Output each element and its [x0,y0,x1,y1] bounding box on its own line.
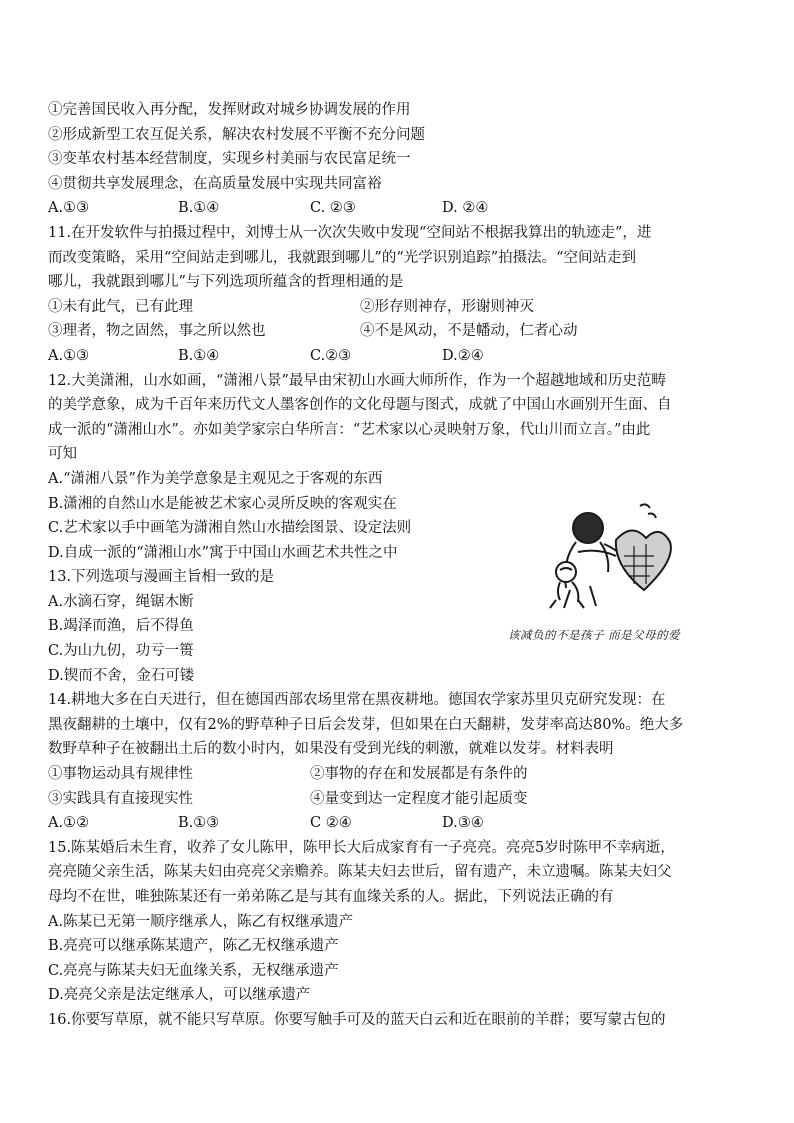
q12-stem-line-1: 12.大美潇湘，山水如画，“潇湘八景”最早由宋初山水画大师所作，作为一个超越地域和历史范畴 [48,372,666,389]
q15-option-d: D.亮亮父亲是法定继承人，可以继承遗产 [48,987,311,1004]
q14-option-2: ②事物的存在和发展都是有条件的 [310,766,528,783]
q12-option-a: A.“潇湘八景”作为美学意象是主观见之于客观的东西 [48,470,383,487]
q15-option-a: A.陈某已无第一顺序继承人，陈乙有权继承遗产 [48,913,354,930]
q13-cartoon-image [520,500,680,615]
q13-option-a: A.水滴石穿，绳锯木断 [48,593,194,610]
q12-option-d: D.自成一派的“潇湘山水”寓于中国山水画艺术共性之中 [48,544,398,561]
q14-options-row-1 [48,762,748,787]
q11-stem-line-1: 11.在开发软件与拍摄过程中，刘博士从一次次失败中发现“空间站不根据我算出的轨迹走”，进 [48,224,652,241]
q12-stem-line-4: 可知 [48,446,77,463]
q10-choices [48,196,748,221]
q11-option-1: ①未有此气，已有此理 [48,298,193,315]
q14-choice-c: C ②④ [310,815,352,832]
q12-option-b: B.潇湘的自然山水是能被艺术家心灵所反映的客观实在 [48,495,397,512]
q13-stem: 13.下列选项与漫画主旨相一致的是 [48,569,275,586]
q10-choice-b: B.①④ [178,200,220,217]
q11-options-row-2 [48,319,748,344]
q12-option-c: C.艺术家以手中画笔为潇湘自然山水描绘图景、设定法则 [48,520,412,537]
q10-option-1: ①完善国民收入再分配，发挥财政对城乡协调发展的作用 [48,102,411,118]
q14-choice-d: D.③④ [442,815,484,832]
q13-option-d: D.锲而不舍，金石可镂 [48,667,195,684]
q11-choice-d: D.②④ [442,347,484,364]
q14-stem-line-3: 数野草种子在被翻出土后的数小时内，如果没有受到光线的刺激，就难以发芽。材料表明 [48,741,614,758]
q11-choice-b: B.①④ [178,347,220,364]
q16-stem-line-1: 16.你要写草原，就不能只写草原。你要写触手可及的蓝天白云和近在眼前的羊群；要写蒙古包的 [48,1011,666,1028]
q11-stem-line-3: 哪儿，我就跟到哪儿”与下列选项所蕴含的哲理相通的是 [48,274,404,291]
q14-option-3: ③实践具有直接现实性 [48,790,193,807]
q12-stem-line-2: 的美学意象，成为千百年来历代文人墨客创作的文化母题与图式，成就了中国山水画别开生面、自 [48,397,672,414]
q13-cartoon-caption: 该减负的不是孩子 而是父母的爱 [508,628,681,642]
q14-choices [48,811,748,836]
q14-stem-line-1: 14.耕地大多在白天进行，但在德国西部农场里常在黑夜耕地。德国农学家苏里贝克研究发现：在 [48,692,666,709]
q15-option-c: C.亮亮与陈某夫妇无血缘关系，无权继承遗产 [48,962,339,979]
q11-option-4: ④不是风动，不是幡动，仁者心动 [360,323,578,340]
q14-choice-a: A.①② [48,815,90,832]
q13-option-b: B.竭泽而渔，后不得鱼 [48,618,194,635]
q15-stem-line-1: 15.陈某婚后未生育，收养了女儿陈甲，陈甲长大后成家育有一子亮亮。亮亮5岁时陈甲不幸病逝， [48,839,675,856]
q12-stem-line-3: 成一派的“潇湘山水”。亦如美学家宗白华所言：“艺术家以心灵映射万象，代山川而立言。”由此 [48,421,651,438]
q10-option-2: ②形成新型工农互促关系，解决农村发展不平衡不充分问题 [48,126,425,143]
q11-choices [48,344,748,369]
q11-option-2: ②形存则神存，形谢则神灭 [360,298,534,315]
q15-stem-line-2: 亮亮随父亲生活，陈某夫妇由亮亮父亲赡养。陈某夫妇去世后，留有遗产，未立遗嘱。陈某夫妇父 [48,864,672,881]
q15-option-b: B.亮亮可以继承陈某遗产，陈乙无权继承遗产 [48,938,339,955]
q14-stem-line-2: 黑夜翻耕的土壤中，仅有2%的野草种子日后会发芽，但如果在白天翻耕，发芽率高达80%。绝大多 [48,716,684,733]
q14-option-1: ①事物运动具有规律性 [48,766,193,783]
q11-stem-line-2: 而改变策略，采用“空间站走到哪儿，我就跟到哪儿”的“光学识别追踪”拍摄法。“空间站走到 [48,249,637,266]
q10-choice-d: D. ②④ [442,200,489,217]
q11-option-3: ③理者，物之固然，事之所以然也 [48,323,266,340]
q14-options-row-2 [48,787,748,812]
q15-stem-line-3: 母均不在世，唯独陈某还有一弟弟陈乙是与其有血缘关系的人。据此，下列说法正确的有 [48,889,614,905]
q11-choice-c: C.②③ [310,347,352,364]
q14-option-4: ④量变到达一定程度才能引起质变 [310,790,528,807]
q13-option-c: C.为山九仞，功亏一篑 [48,643,194,660]
q11-options-row-1 [48,295,748,320]
q10-choice-c: C. ②③ [310,200,356,217]
q10-option-3: ③变革农村基本经营制度，实现乡村美丽与农民富足统一 [48,151,411,168]
q11-choice-a: A.①③ [48,347,90,364]
q14-choice-b: B.①③ [178,815,220,832]
q10-choice-a: A.①③ [48,200,90,217]
q10-option-4: ④贯彻共享发展理念，在高质量发展中实现共同富裕 [48,175,382,192]
